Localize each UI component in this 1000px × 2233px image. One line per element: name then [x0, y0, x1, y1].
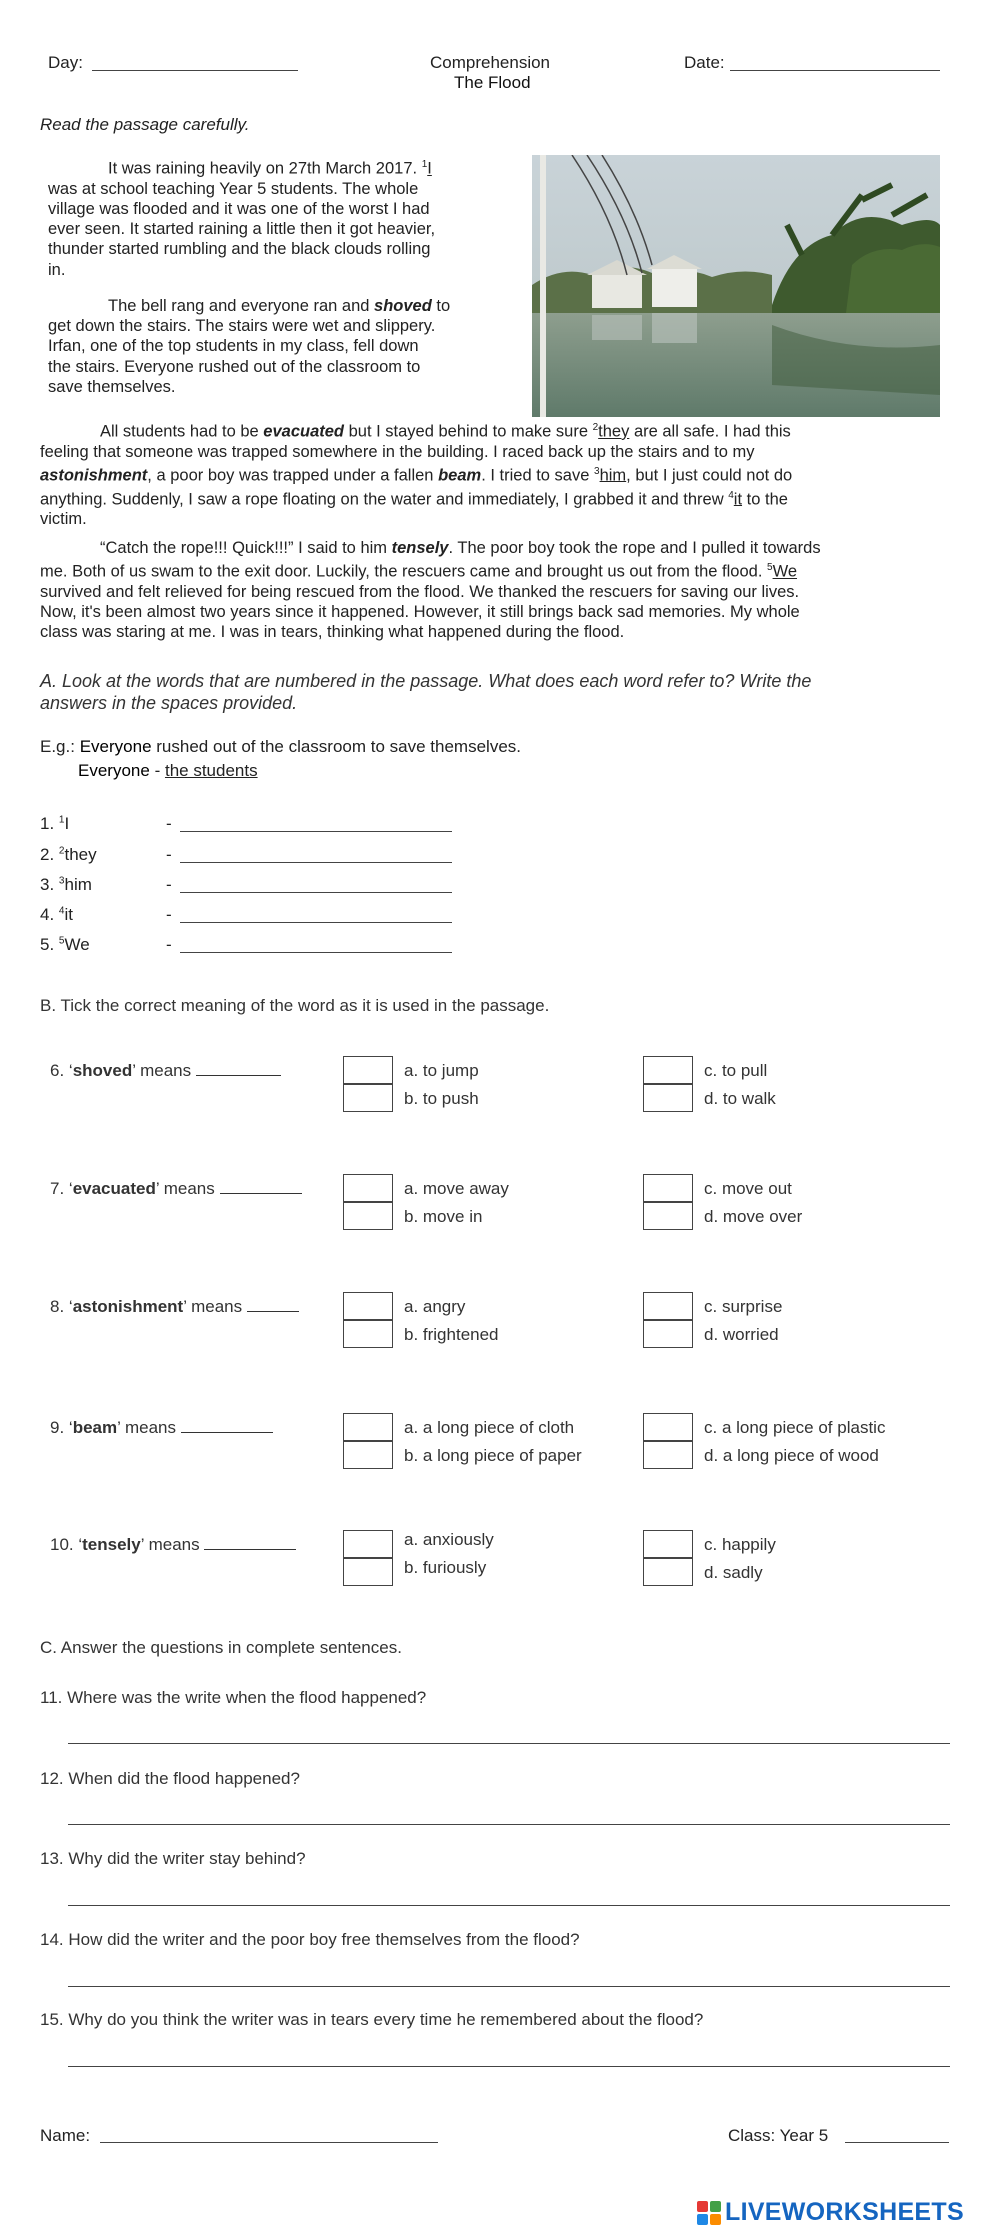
item-number: 3.	[40, 875, 55, 894]
reference-item-5	[40, 935, 90, 955]
example-answer-word: Everyone	[78, 761, 150, 780]
mcq-9-option-d: d. a long piece of wood	[704, 1446, 879, 1465]
passage-text: get down the stairs. The stairs were wet and slippery.	[48, 317, 436, 336]
mcq-8-checkbox-c[interactable]	[643, 1292, 693, 1320]
reference-number: 3	[594, 465, 600, 477]
mcq-10-checkbox-a[interactable]	[343, 1530, 393, 1558]
mcq-6-option-a: a. to jump	[404, 1061, 479, 1080]
mcq-9-checkbox-b[interactable]	[343, 1441, 393, 1469]
example-word: Everyone	[79, 737, 152, 756]
mcq-10-option-a: a. anxiously	[404, 1530, 494, 1549]
passage-text: survived and felt relieved for being rescued from the flood. We thanked the rescuers for saving our lives.	[40, 582, 800, 601]
day-label: Day:	[48, 53, 83, 72]
mcq-8-prompt: 8. ‘astonishment’ means	[50, 1297, 299, 1317]
item-number: 2.	[40, 845, 55, 864]
passage-text: All students had to be	[100, 422, 259, 441]
mcq-8-checkbox-a[interactable]	[343, 1292, 393, 1320]
passage-text: . I tried to save	[481, 466, 590, 485]
mcq-6-checkbox-c[interactable]	[643, 1056, 693, 1084]
passage-text: but I stayed behind to make sure	[348, 422, 589, 441]
answer-field-11[interactable]	[68, 1743, 950, 1744]
class-field[interactable]	[845, 2142, 949, 2143]
mcq-9-option-a: a. a long piece of cloth	[404, 1418, 575, 1437]
answer-field-3[interactable]	[180, 892, 452, 893]
class-label: Class: Year 5	[728, 2126, 829, 2145]
reference-number: 2	[592, 422, 599, 433]
passage-text: anything. Suddenly, I saw a rope floating on the water and immediately, I grabbed it and threw	[40, 490, 724, 509]
mcq-8-option-b: b. frightened	[404, 1325, 499, 1344]
means-text: means	[140, 1061, 192, 1080]
item-number: 5.	[40, 935, 55, 954]
mcq-7-option-b: b. move in	[404, 1207, 483, 1226]
mcq-8-option-d: d. worried	[704, 1325, 779, 1344]
mcq-7-option-c: c. move out	[704, 1179, 792, 1198]
passage-text: was at school teaching Year 5 students. The whole	[48, 179, 419, 198]
mcq-7-checkbox-a[interactable]	[343, 1174, 393, 1202]
item-word: it	[64, 905, 73, 924]
reference-item-2	[40, 845, 97, 865]
mcq-6-option-c: c. to pull	[704, 1061, 768, 1080]
vocab-word-beam: beam	[438, 466, 482, 485]
example-text: rushed out of the classroom to save themselves.	[156, 737, 522, 756]
question-14: 14. How did the writer and the poor boy free themselves from the flood?	[40, 1930, 580, 1949]
flood-photo	[532, 155, 940, 417]
passage-text: Irfan, one of the top students in my class, fell down	[48, 337, 419, 356]
mcq-number: 10.	[50, 1535, 74, 1554]
passage-text: , a poor boy was trapped under a fallen	[147, 466, 434, 485]
mcq-10-option-d: d. sadly	[704, 1563, 763, 1582]
passage-text: are all safe. I had this	[633, 422, 791, 441]
passage-text: feeling that someone was trapped somewhere in the building. I raced back up the stairs and to my	[40, 442, 755, 461]
mcq-word: evacuated	[72, 1179, 156, 1198]
example-sentence	[40, 737, 521, 757]
date-label: Date:	[684, 53, 725, 72]
reference-number: 5	[767, 562, 773, 574]
mcq-10-option-c: c. happily	[704, 1535, 776, 1554]
answer-field-14[interactable]	[68, 1986, 950, 1987]
reference-number: 4	[728, 489, 734, 501]
answer-field-15[interactable]	[68, 2066, 950, 2067]
means-text: means	[191, 1297, 243, 1316]
mcq-9-option-c: c. a long piece of plastic	[704, 1418, 886, 1437]
vocab-word-tensely: tensely	[391, 539, 449, 557]
mcq-10-checkbox-d[interactable]	[643, 1558, 693, 1586]
answer-field-12[interactable]	[68, 1824, 950, 1825]
mcq-8-checkbox-b[interactable]	[343, 1320, 393, 1348]
mcq-7-prompt: 7. ‘evacuated’ means	[50, 1179, 302, 1199]
passage-text: thunder started rumbling and the black clouds rolling	[48, 240, 431, 259]
item-word: him	[64, 875, 92, 894]
mcq-9-prompt: 9. ‘beam’ means	[50, 1418, 273, 1438]
mcq-6-checkbox-b[interactable]	[343, 1084, 393, 1112]
mcq-9-checkbox-d[interactable]	[643, 1441, 693, 1469]
passage-text: to	[436, 297, 451, 315]
instruction-line: A. Look at the words that are numbered in the passage. What does each word refer to? Write the	[40, 671, 812, 691]
blank	[196, 1075, 281, 1076]
vocab-word-evacuated: evacuated	[263, 422, 345, 441]
passage-text: me. Both of us swam to the exit door. Luckily, the rescuers came and brought us out from the flood.	[40, 562, 763, 581]
mcq-7-checkbox-c[interactable]	[643, 1174, 693, 1202]
day-field[interactable]	[92, 70, 298, 71]
passage-text: class was staring at me. I was in tears, thinking what happened during the flood.	[40, 623, 625, 642]
item-word: We	[64, 935, 90, 954]
passage-text: . The poor boy took the rope and I pulled it towards	[448, 539, 821, 557]
blank	[220, 1193, 302, 1194]
item-sup: 2	[58, 845, 65, 857]
mcq-9-checkbox-c[interactable]	[643, 1413, 693, 1441]
reference-word-3: him	[599, 466, 627, 485]
mcq-7-option-a: a. move away	[404, 1179, 509, 1198]
question-12: 12. When did the flood happened?	[40, 1769, 300, 1788]
mcq-word: astonishment	[72, 1297, 184, 1316]
reference-item-1	[40, 814, 69, 834]
passage-paragraph-4	[40, 538, 960, 643]
passage-text: in.	[48, 260, 66, 279]
reference-item-4	[40, 905, 73, 925]
mcq-6-option-d: d. to walk	[704, 1089, 776, 1108]
mcq-6-option-b: b. to push	[404, 1089, 479, 1108]
answer-field-13[interactable]	[68, 1905, 950, 1906]
subject-label: Comprehension	[430, 53, 551, 72]
date-field[interactable]	[730, 70, 940, 71]
reference-word-1: I	[427, 159, 432, 178]
liveworksheets-icon	[697, 2201, 721, 2225]
mcq-number: 7.	[50, 1179, 65, 1198]
passage-text: the stairs. Everyone rushed out of the classroom to	[48, 357, 421, 376]
passage-paragraph-2	[48, 296, 528, 397]
mcq-10-checkbox-b[interactable]	[343, 1558, 393, 1586]
section-c-instruction: C. Answer the questions in complete sentences.	[40, 1638, 402, 1657]
means-text: means	[148, 1535, 200, 1554]
mcq-8-checkbox-d[interactable]	[643, 1320, 693, 1348]
mcq-number: 6.	[50, 1061, 65, 1080]
mcq-6-checkbox-a[interactable]	[343, 1056, 393, 1084]
mcq-7-option-d: d. move over	[704, 1207, 803, 1226]
item-word: they	[64, 845, 97, 864]
example-prefix: E.g.:	[40, 737, 75, 756]
mcq-word: shoved	[72, 1061, 133, 1080]
passage-paragraph-3	[40, 418, 960, 530]
mcq-6-checkbox-d[interactable]	[643, 1084, 693, 1112]
passage-paragraph-1	[48, 155, 528, 280]
dash: -	[154, 761, 161, 780]
mcq-9-checkbox-a[interactable]	[343, 1413, 393, 1441]
item-sup: 3	[58, 875, 65, 887]
mcq-number: 9.	[50, 1418, 65, 1437]
answer-field-1[interactable]	[180, 831, 452, 832]
example-answer	[78, 761, 258, 781]
mcq-10-prompt: 10. ‘tensely’ means	[50, 1535, 296, 1555]
passage-text: ever seen. It started raining a little then it got heavier,	[48, 220, 436, 239]
reference-word-4: it	[733, 490, 743, 509]
read-instruction: Read the passage carefully.	[40, 115, 250, 134]
answer-field-4[interactable]	[180, 922, 452, 923]
answer-field-5[interactable]	[180, 952, 452, 953]
dash: -	[166, 935, 172, 954]
name-label: Name:	[40, 2126, 91, 2145]
reference-word-5: We	[772, 562, 798, 581]
mcq-word: beam	[72, 1418, 118, 1437]
means-text: means	[124, 1418, 177, 1437]
mcq-7-checkbox-d[interactable]	[643, 1202, 693, 1230]
mcq-7-checkbox-b[interactable]	[343, 1202, 393, 1230]
section-b-instruction: B. Tick the correct meaning of the word as it is used in the passage.	[40, 996, 550, 1015]
logo-text: LIVEWORKSHEETS	[725, 2198, 964, 2226]
passage-text: victim.	[40, 510, 87, 529]
mcq-word: tensely	[82, 1535, 141, 1554]
passage-text: , but I just could not do	[626, 466, 793, 485]
passage-text: “Catch the rope!!! Quick!!!” I said to him	[100, 539, 388, 557]
instruction-line: answers in the spaces provided.	[40, 693, 298, 713]
item-sup: 4	[58, 905, 65, 917]
dash: -	[166, 845, 172, 864]
blank	[181, 1432, 273, 1433]
liveworksheets-logo	[697, 2198, 964, 2227]
dash: -	[166, 905, 172, 924]
mcq-10-checkbox-c[interactable]	[643, 1530, 693, 1558]
vocab-word-astonishment: astonishment	[40, 466, 148, 485]
mcq-number: 8.	[50, 1297, 65, 1316]
section-a-instruction	[40, 670, 811, 714]
passage-text: save themselves.	[48, 377, 176, 396]
mcq-6-prompt: 6. ‘shoved’ means	[50, 1061, 281, 1081]
blank	[204, 1549, 296, 1550]
passage-text: It was raining heavily on 27th March 2017.	[108, 159, 418, 178]
blank	[247, 1311, 299, 1312]
passage-text: to the	[746, 490, 788, 509]
dash: -	[166, 814, 172, 833]
mcq-10-option-b: b. furiously	[404, 1558, 487, 1577]
means-text: means	[163, 1179, 215, 1198]
question-11: 11. Where was the write when the flood happened?	[40, 1688, 427, 1707]
example-answer-text: the students	[164, 761, 258, 780]
mcq-9-option-b: b. a long piece of paper	[404, 1446, 582, 1465]
worksheet-title: The Flood	[454, 73, 531, 92]
reference-number: 1	[421, 159, 428, 170]
item-sup: 1	[58, 814, 65, 826]
reference-item-3	[40, 875, 92, 895]
item-number: 4.	[40, 905, 55, 924]
passage-text: Now, it's been almost two years since it happened. However, it still brings back sad memories. My whole	[40, 603, 800, 622]
item-sup: 5	[58, 935, 65, 947]
item-word: I	[64, 814, 70, 833]
vocab-word-shoved: shoved	[374, 297, 432, 315]
mcq-8-option-c: c. surprise	[704, 1297, 783, 1316]
passage-text: The bell rang and everyone ran and	[108, 297, 370, 315]
reference-word-2: they	[598, 422, 630, 441]
question-15: 15. Why do you think the writer was in tears every time he remembered about the flood?	[40, 2010, 704, 2029]
passage-text: village was flooded and it was one of the worst I had	[48, 199, 430, 218]
item-number: 1.	[40, 814, 55, 833]
dash: -	[166, 875, 172, 894]
mcq-8-option-a: a. angry	[404, 1297, 466, 1316]
answer-field-2[interactable]	[180, 862, 452, 863]
name-field[interactable]	[100, 2142, 438, 2143]
question-13: 13. Why did the writer stay behind?	[40, 1849, 306, 1868]
